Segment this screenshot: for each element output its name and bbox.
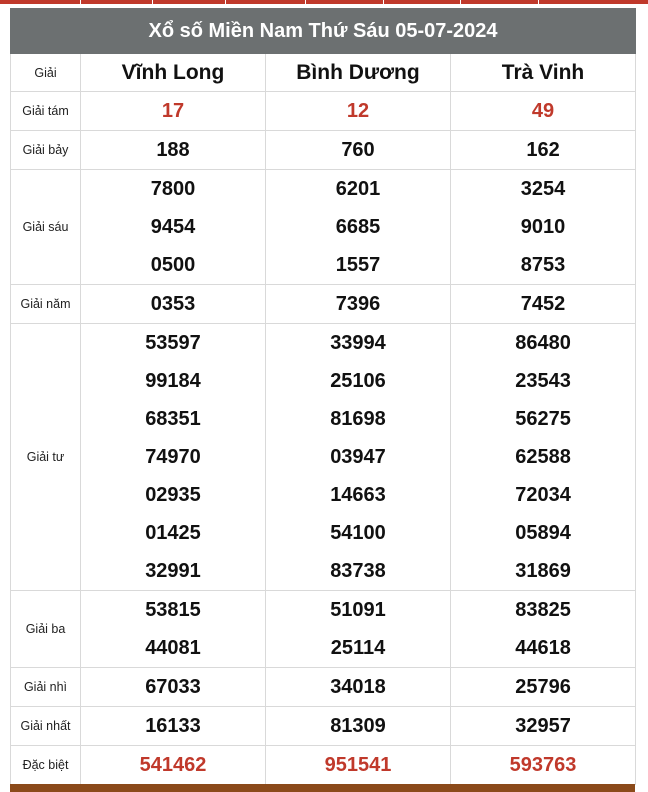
prize-number: 3254 <box>520 178 566 200</box>
prize-row-g3 <box>11 591 636 668</box>
prize-number-group <box>81 591 266 668</box>
prize-number: 1557 <box>335 254 381 276</box>
prize-number-group <box>81 170 266 285</box>
prize-number-group <box>451 324 636 591</box>
prize-number: 7800 <box>150 178 196 200</box>
prize-column-header: Giải <box>11 54 81 92</box>
prize-number: 81698 <box>330 408 386 430</box>
results-container <box>10 8 635 785</box>
prize-number: 44081 <box>145 637 201 659</box>
prize-number-group <box>266 591 451 668</box>
prize-number: 74970 <box>145 446 201 468</box>
province-binh-duong[interactable]: Bình Dương <box>266 54 451 92</box>
special-prize-number: 593763 <box>451 746 636 785</box>
prize-number-group <box>451 591 636 668</box>
prize-number: 6685 <box>335 216 381 238</box>
top-accent-bar <box>0 0 648 4</box>
prize-number: 25114 <box>330 637 386 659</box>
prize-number: 25796 <box>451 668 636 707</box>
prize-row-g6 <box>11 170 636 285</box>
prize-number: 0353 <box>81 285 266 324</box>
prize-number: 0500 <box>150 254 196 276</box>
prize-number: 83738 <box>330 560 386 582</box>
prize-number: 17 <box>81 92 266 131</box>
prize-label: Giải ba <box>11 591 81 668</box>
prize-label: Giải nhất <box>11 707 81 746</box>
special-prize-number: 541462 <box>81 746 266 785</box>
prize-label: Giải năm <box>11 285 81 324</box>
prize-number: 81309 <box>266 707 451 746</box>
prize-row-g8 <box>11 92 636 131</box>
prize-number: 54100 <box>330 522 386 544</box>
prize-label: Đặc biệt <box>11 746 81 785</box>
prize-number: 25106 <box>330 370 386 392</box>
prize-number: 02935 <box>145 484 201 506</box>
prize-number: 05894 <box>515 522 571 544</box>
prize-number: 49 <box>451 92 636 131</box>
prize-row-g5 <box>11 285 636 324</box>
prize-number: 14663 <box>330 484 386 506</box>
prize-number: 99184 <box>145 370 201 392</box>
prize-number: 01425 <box>145 522 201 544</box>
prize-number: 16133 <box>81 707 266 746</box>
prize-number: 9454 <box>150 216 196 238</box>
province-vinh-long[interactable]: Vĩnh Long <box>81 54 266 92</box>
prize-number: 23543 <box>515 370 571 392</box>
prize-label: Giải tư <box>11 324 81 591</box>
prize-row-g1 <box>11 707 636 746</box>
prize-number: 72034 <box>515 484 571 506</box>
prize-number: 32957 <box>451 707 636 746</box>
prize-number: 68351 <box>145 408 201 430</box>
prize-number: 62588 <box>515 446 571 468</box>
prize-number: 53815 <box>145 599 201 621</box>
prize-row-special <box>11 746 636 785</box>
prize-row-g4 <box>11 324 636 591</box>
prize-number: 6201 <box>335 178 381 200</box>
prize-number: 03947 <box>330 446 386 468</box>
prize-label: Giải nhì <box>11 668 81 707</box>
prize-number: 67033 <box>81 668 266 707</box>
prize-label: Giải sáu <box>11 170 81 285</box>
prize-number: 7452 <box>451 285 636 324</box>
prize-number: 9010 <box>520 216 566 238</box>
province-tra-vinh[interactable]: Trà Vinh <box>451 54 636 92</box>
prize-number: 86480 <box>515 332 571 354</box>
prize-number: 33994 <box>330 332 386 354</box>
prize-row-g2 <box>11 668 636 707</box>
prize-number: 760 <box>266 131 451 170</box>
prize-number: 32991 <box>145 560 201 582</box>
prize-number: 83825 <box>515 599 571 621</box>
prize-number: 12 <box>266 92 451 131</box>
prize-label: Giải bảy <box>11 131 81 170</box>
prize-number: 56275 <box>515 408 571 430</box>
special-prize-number: 951541 <box>266 746 451 785</box>
prize-number: 31869 <box>515 560 571 582</box>
prize-number-group <box>266 324 451 591</box>
lottery-results-table <box>10 8 636 785</box>
prize-number: 34018 <box>266 668 451 707</box>
province-header-row <box>11 54 636 92</box>
bottom-accent-bar <box>10 784 635 792</box>
page-title: Xổ số Miền Nam Thứ Sáu 05-07-2024 <box>11 9 636 54</box>
prize-number: 51091 <box>330 599 386 621</box>
prize-label: Giải tám <box>11 92 81 131</box>
prize-number-group <box>81 324 266 591</box>
prize-number: 188 <box>81 131 266 170</box>
prize-number-group <box>451 170 636 285</box>
prize-row-g7 <box>11 131 636 170</box>
prize-number: 44618 <box>515 637 571 659</box>
prize-number: 162 <box>451 131 636 170</box>
prize-number: 53597 <box>145 332 201 354</box>
prize-number: 8753 <box>520 254 566 276</box>
prize-number: 7396 <box>266 285 451 324</box>
prize-number-group <box>266 170 451 285</box>
